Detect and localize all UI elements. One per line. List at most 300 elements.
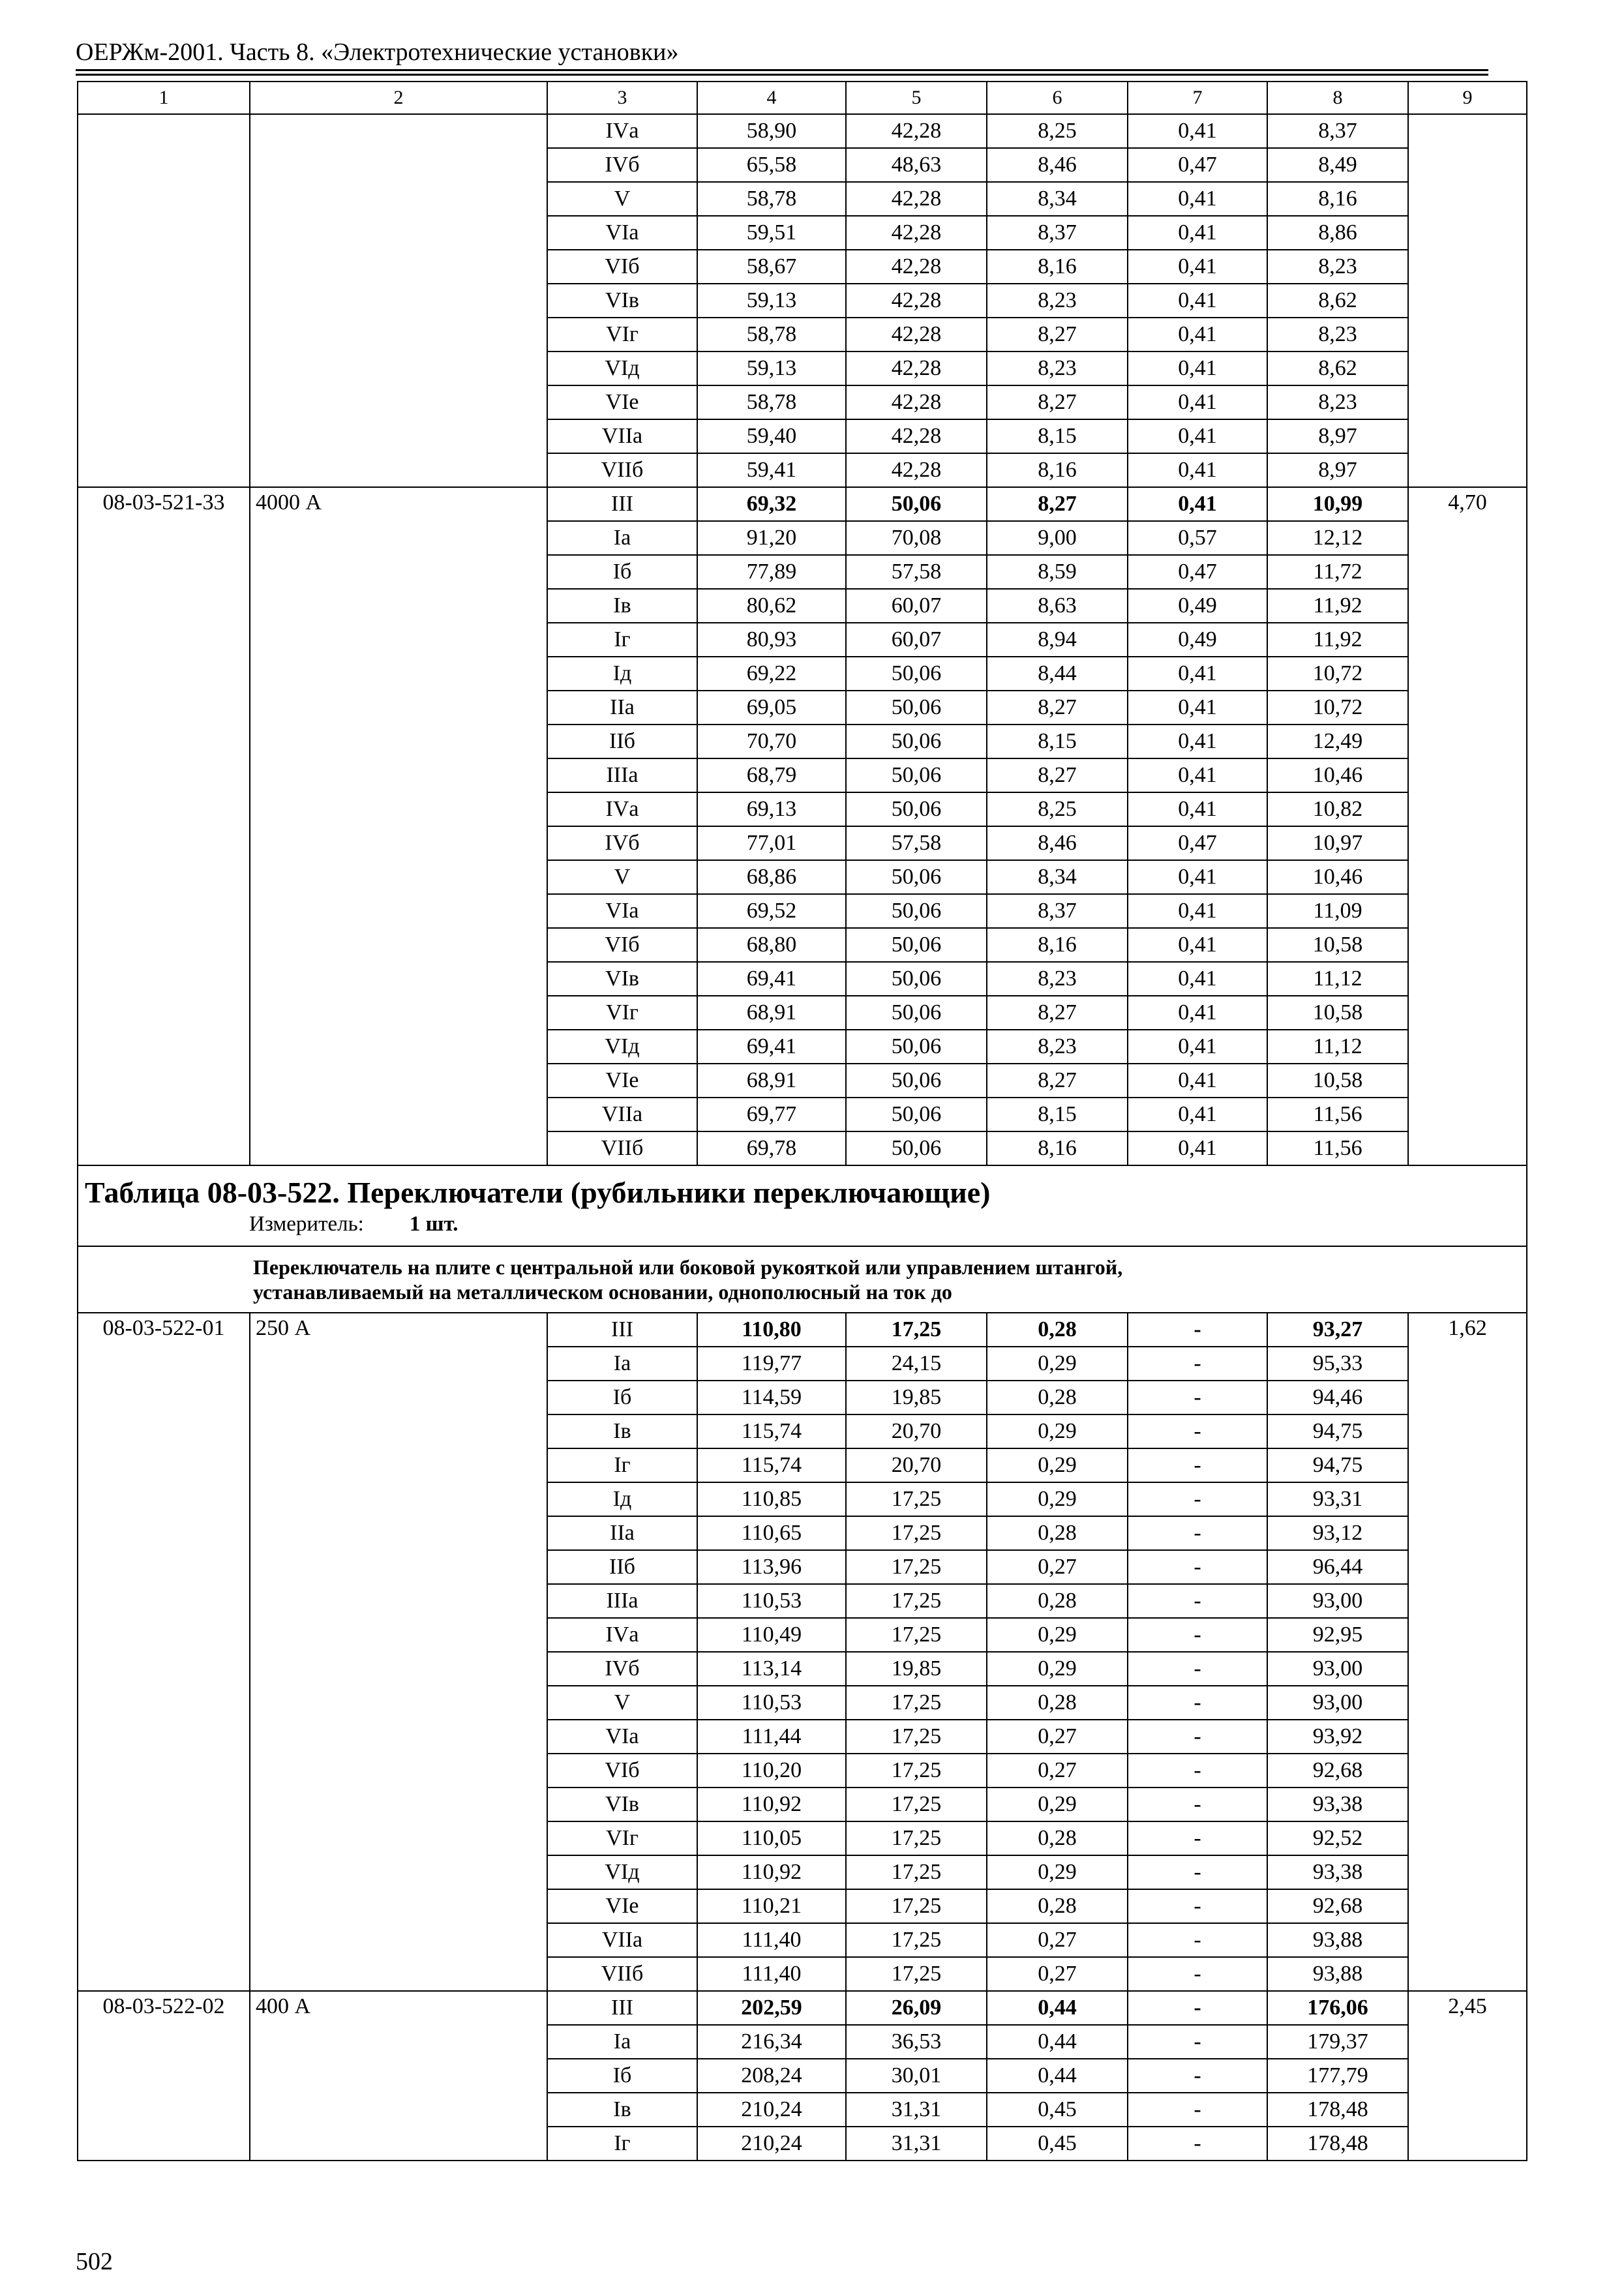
header-rule-bottom [76,74,1488,76]
rate-name: 4000 А [250,487,547,1165]
total-cost-cell: 77,89 [697,555,846,589]
labor-cost-cell: 20,70 [846,1448,987,1482]
materials-cell: 93,92 [1267,1720,1408,1754]
materials-cell: 8,16 [1267,182,1408,216]
machine-cost-cell: 0,29 [987,1482,1128,1516]
zone-cell: IIб [547,1550,697,1584]
total-cost-cell: 119,77 [697,1347,846,1381]
labor-cost-cell: 60,07 [846,623,987,657]
zone-cell: VIIб [547,453,697,487]
zone-cell: VIг [547,996,697,1030]
total-cost-cell: 80,93 [697,623,846,657]
total-cost-cell: 58,90 [697,114,846,148]
materials-cell: 10,99 [1267,487,1408,521]
zone-cell: VIд [547,1855,697,1889]
machine-cost-cell: 0,27 [987,1550,1128,1584]
labor-cost-cell: 48,63 [846,148,987,182]
description-line: Переключатель на плите с центральной или боковой рукояткой или управлением штангой, [253,1255,1123,1279]
materials-cell: 10,72 [1267,691,1408,725]
driver-wage-cell: 0,41 [1128,284,1267,318]
materials-cell: 93,00 [1267,1652,1408,1686]
total-cost-cell: 59,13 [697,352,846,385]
materials-cell: 10,58 [1267,996,1408,1030]
table-description-block-row [78,1246,1527,1313]
materials-cell: 8,97 [1267,453,1408,487]
zone-cell: IIа [547,691,697,725]
labor-cost-cell: 17,25 [846,1754,987,1788]
driver-wage-cell: - [1128,1652,1267,1686]
driver-wage-cell: 0,41 [1128,318,1267,352]
zone-cell: III [547,487,697,521]
machine-cost-cell: 0,44 [987,2059,1128,2093]
materials-cell: 8,37 [1267,114,1408,148]
driver-wage-cell: 0,41 [1128,250,1267,284]
labor-cost-cell: 19,85 [846,1652,987,1686]
materials-cell: 94,75 [1267,1414,1408,1448]
labor-cost-cell: 50,06 [846,1030,987,1064]
materials-cell: 177,79 [1267,2059,1408,2093]
total-cost-cell: 208,24 [697,2059,846,2093]
zone-cell: V [547,182,697,216]
zone-cell: V [547,860,697,894]
zone-cell: Iг [547,2127,697,2161]
total-cost-cell: 70,70 [697,725,846,758]
zone-cell: VIIб [547,1131,697,1165]
zone-cell: Iг [547,1448,697,1482]
machine-cost-cell: 0,45 [987,2093,1128,2127]
zone-cell: VIе [547,1064,697,1098]
driver-wage-cell: - [1128,1957,1267,1991]
labor-cost-cell: 57,58 [846,555,987,589]
rate-name [250,114,547,487]
labor-cost-cell: 42,28 [846,419,987,453]
machine-cost-cell: 8,16 [987,928,1128,962]
materials-cell: 93,38 [1267,1788,1408,1821]
machine-cost-cell: 8,94 [987,623,1128,657]
column-number: 8 [1267,82,1408,114]
driver-wage-cell: 0,41 [1128,1131,1267,1165]
total-cost-cell: 68,79 [697,758,846,792]
table-row [78,1991,1527,2025]
meter-line [85,1211,1520,1237]
machine-cost-cell: 8,37 [987,216,1128,250]
machine-cost-cell: 8,37 [987,894,1128,928]
driver-wage-cell: - [1128,1991,1267,2025]
total-cost-cell: 69,41 [697,962,846,996]
materials-cell: 8,62 [1267,284,1408,318]
zone-cell: Iв [547,589,697,623]
driver-wage-cell: 0,41 [1128,792,1267,826]
machine-cost-cell: 8,34 [987,860,1128,894]
machine-cost-cell: 0,44 [987,2025,1128,2059]
driver-wage-cell: - [1128,1618,1267,1652]
machine-cost-cell: 8,46 [987,148,1128,182]
labor-cost-cell: 31,31 [846,2127,987,2161]
column-number: 3 [547,82,697,114]
materials-cell: 93,88 [1267,1957,1408,1991]
rate-name: 250 А [250,1313,547,1991]
driver-wage-cell: - [1128,1414,1267,1448]
total-cost-cell: 110,53 [697,1584,846,1618]
labor-cost-cell: 42,28 [846,250,987,284]
driver-wage-cell: - [1128,1550,1267,1584]
materials-cell: 12,49 [1267,725,1408,758]
machine-cost-cell: 0,28 [987,1686,1128,1720]
materials-cell: 11,12 [1267,1030,1408,1064]
machine-cost-cell: 0,45 [987,2127,1128,2161]
labor-cost-cell: 17,25 [846,1889,987,1923]
materials-cell: 93,00 [1267,1584,1408,1618]
driver-wage-cell: 0,41 [1128,453,1267,487]
table-row [78,487,1527,521]
labor-cost-cell: 31,31 [846,2093,987,2127]
driver-wage-cell: 0,41 [1128,691,1267,725]
materials-cell: 179,37 [1267,2025,1408,2059]
zone-cell: IVа [547,1618,697,1652]
materials-cell: 93,31 [1267,1482,1408,1516]
machine-cost-cell: 0,27 [987,1957,1128,1991]
materials-cell: 92,68 [1267,1754,1408,1788]
machine-cost-cell: 0,29 [987,1618,1128,1652]
materials-cell: 11,56 [1267,1131,1408,1165]
total-cost-cell: 110,21 [697,1889,846,1923]
machine-cost-cell: 8,15 [987,1098,1128,1131]
total-cost-cell: 69,78 [697,1131,846,1165]
zone-cell: VIIб [547,1957,697,1991]
zone-cell: VIг [547,318,697,352]
driver-wage-cell: 0,41 [1128,216,1267,250]
materials-cell: 93,88 [1267,1923,1408,1957]
labor-coef-cell: 2,45 [1408,1991,1527,2161]
labor-cost-cell: 50,06 [846,792,987,826]
zone-cell: Iб [547,2059,697,2093]
machine-cost-cell: 8,27 [987,996,1128,1030]
total-cost-cell: 69,22 [697,657,846,691]
materials-cell: 11,92 [1267,623,1408,657]
total-cost-cell: 59,40 [697,419,846,453]
machine-cost-cell: 0,28 [987,1821,1128,1855]
zone-cell: Iб [547,1381,697,1414]
rate-code: 08-03-522-02 [78,1991,250,2161]
meter-value: 1 шт. [409,1212,459,1236]
total-cost-cell: 111,40 [697,1957,846,1991]
column-number: 9 [1408,82,1527,114]
description-line: устанавливаемый на металлическом основании, однополюсный на ток до [253,1280,952,1304]
machine-cost-cell: 0,29 [987,1855,1128,1889]
zone-cell: V [547,1686,697,1720]
total-cost-cell: 69,77 [697,1098,846,1131]
labor-cost-cell: 17,25 [846,1923,987,1957]
labor-cost-cell: 57,58 [846,826,987,860]
machine-cost-cell: 8,16 [987,453,1128,487]
driver-wage-cell: - [1128,1516,1267,1550]
zone-cell: VIв [547,962,697,996]
labor-cost-cell: 50,06 [846,860,987,894]
materials-cell: 93,27 [1267,1313,1408,1347]
zone-cell: IVа [547,792,697,826]
zone-cell: VIб [547,250,697,284]
labor-coef-cell: 1,62 [1408,1313,1527,1991]
labor-cost-cell: 17,25 [846,1686,987,1720]
driver-wage-cell: - [1128,1754,1267,1788]
total-cost-cell: 113,96 [697,1550,846,1584]
machine-cost-cell: 8,23 [987,962,1128,996]
labor-cost-cell: 50,06 [846,996,987,1030]
total-cost-cell: 58,78 [697,385,846,419]
labor-cost-cell: 50,06 [846,691,987,725]
driver-wage-cell: - [1128,1788,1267,1821]
labor-coef-cell: 4,70 [1408,487,1527,1165]
total-cost-cell: 69,52 [697,894,846,928]
zone-cell: IIIа [547,1584,697,1618]
materials-cell: 92,68 [1267,1889,1408,1923]
materials-cell: 94,46 [1267,1381,1408,1414]
zone-cell: Iд [547,657,697,691]
zone-cell: Iв [547,1414,697,1448]
driver-wage-cell: 0,57 [1128,521,1267,555]
labor-cost-cell: 50,06 [846,962,987,996]
driver-wage-cell: 0,49 [1128,589,1267,623]
materials-cell: 176,06 [1267,1991,1408,2025]
zone-cell: IVб [547,148,697,182]
driver-wage-cell: - [1128,1584,1267,1618]
driver-wage-cell: - [1128,1821,1267,1855]
driver-wage-cell: 0,47 [1128,148,1267,182]
driver-wage-cell: 0,41 [1128,1098,1267,1131]
zone-cell: VIе [547,1889,697,1923]
driver-wage-cell: - [1128,2059,1267,2093]
labor-cost-cell: 50,06 [846,758,987,792]
materials-cell: 92,52 [1267,1821,1408,1855]
total-cost-cell: 68,86 [697,860,846,894]
zone-cell: Iд [547,1482,697,1516]
driver-wage-cell: - [1128,2093,1267,2127]
zone-cell: VIг [547,1821,697,1855]
labor-cost-cell: 17,25 [846,1618,987,1652]
materials-cell: 10,46 [1267,758,1408,792]
column-number: 6 [987,82,1128,114]
driver-wage-cell: - [1128,1855,1267,1889]
zone-cell: Iа [547,521,697,555]
labor-cost-cell: 17,25 [846,1957,987,1991]
driver-wage-cell: - [1128,1381,1267,1414]
labor-cost-cell: 50,06 [846,657,987,691]
labor-cost-cell: 42,28 [846,284,987,318]
materials-cell: 11,12 [1267,962,1408,996]
labor-cost-cell: 30,01 [846,2059,987,2093]
machine-cost-cell: 8,15 [987,419,1128,453]
zone-cell: IIIа [547,758,697,792]
machine-cost-cell: 0,27 [987,1754,1128,1788]
zone-cell: VIв [547,1788,697,1821]
zone-cell: VIа [547,1720,697,1754]
labor-cost-cell: 42,28 [846,385,987,419]
materials-cell: 10,58 [1267,1064,1408,1098]
column-number: 7 [1128,82,1267,114]
driver-wage-cell: 0,41 [1128,725,1267,758]
materials-cell: 8,23 [1267,250,1408,284]
materials-cell: 8,23 [1267,318,1408,352]
labor-cost-cell: 42,28 [846,216,987,250]
labor-cost-cell: 50,06 [846,1064,987,1098]
materials-cell: 96,44 [1267,1550,1408,1584]
labor-cost-cell: 19,85 [846,1381,987,1414]
table-row [78,1313,1527,1347]
total-cost-cell: 68,91 [697,1064,846,1098]
materials-cell: 8,49 [1267,148,1408,182]
page-header: ОЕРЖм-2001. Часть 8. «Электротехнические установки» [76,38,679,66]
driver-wage-cell: 0,41 [1128,860,1267,894]
materials-cell: 11,72 [1267,555,1408,589]
driver-wage-cell: - [1128,1347,1267,1381]
zone-cell: Iв [547,2093,697,2127]
driver-wage-cell: - [1128,1482,1267,1516]
total-cost-cell: 65,58 [697,148,846,182]
machine-cost-cell: 8,46 [987,826,1128,860]
zone-cell: VIIа [547,1098,697,1131]
total-cost-cell: 110,20 [697,1754,846,1788]
total-cost-cell: 58,67 [697,250,846,284]
labor-cost-cell: 50,06 [846,894,987,928]
driver-wage-cell: - [1128,1313,1267,1347]
labor-cost-cell: 70,08 [846,521,987,555]
labor-cost-cell: 17,25 [846,1550,987,1584]
machine-cost-cell: 8,16 [987,250,1128,284]
total-cost-cell: 59,51 [697,216,846,250]
driver-wage-cell: - [1128,2127,1267,2161]
zone-cell: IVб [547,1652,697,1686]
machine-cost-cell: 0,28 [987,1584,1128,1618]
labor-cost-cell: 17,25 [846,1720,987,1754]
table-description-block [78,1246,1527,1313]
zone-cell: VIб [547,928,697,962]
materials-cell: 10,72 [1267,657,1408,691]
materials-cell: 11,09 [1267,894,1408,928]
machine-cost-cell: 0,29 [987,1652,1128,1686]
materials-cell: 10,82 [1267,792,1408,826]
zone-cell: VIIа [547,419,697,453]
labor-cost-cell: 20,70 [846,1414,987,1448]
machine-cost-cell: 8,25 [987,792,1128,826]
labor-cost-cell: 17,25 [846,1821,987,1855]
zone-cell: Iб [547,555,697,589]
materials-cell: 8,97 [1267,419,1408,453]
total-cost-cell: 110,92 [697,1855,846,1889]
driver-wage-cell: 0,41 [1128,996,1267,1030]
zone-cell: III [547,1313,697,1347]
machine-cost-cell: 0,29 [987,1788,1128,1821]
table-row [78,114,1527,148]
zone-cell: VIа [547,894,697,928]
labor-cost-cell: 17,25 [846,1584,987,1618]
zone-cell: IVа [547,114,697,148]
driver-wage-cell: - [1128,1686,1267,1720]
total-cost-cell: 110,92 [697,1788,846,1821]
total-cost-cell: 110,05 [697,1821,846,1855]
materials-cell: 8,62 [1267,352,1408,385]
total-cost-cell: 110,65 [697,1516,846,1550]
zone-cell: VIа [547,216,697,250]
machine-cost-cell: 8,15 [987,725,1128,758]
machine-cost-cell: 8,23 [987,352,1128,385]
zone-cell: Iг [547,623,697,657]
driver-wage-cell: - [1128,1448,1267,1482]
driver-wage-cell: - [1128,1923,1267,1957]
column-number-row [78,82,1527,114]
machine-cost-cell: 8,27 [987,1064,1128,1098]
materials-cell: 8,86 [1267,216,1408,250]
zone-cell: Iа [547,2025,697,2059]
rates-table [77,81,1527,2161]
total-cost-cell: 115,74 [697,1448,846,1482]
total-cost-cell: 113,14 [697,1652,846,1686]
driver-wage-cell: 0,41 [1128,758,1267,792]
labor-cost-cell: 50,06 [846,1131,987,1165]
labor-cost-cell: 26,09 [846,1991,987,2025]
zone-cell: VIд [547,1030,697,1064]
machine-cost-cell: 8,44 [987,657,1128,691]
materials-cell: 93,38 [1267,1855,1408,1889]
labor-cost-cell: 50,06 [846,1098,987,1131]
labor-cost-cell: 50,06 [846,487,987,521]
materials-cell: 8,23 [1267,385,1408,419]
table-title: Таблица 08-03-522. Переключатели (рубильники переключающие) [85,1176,991,1209]
column-number: 4 [697,82,846,114]
materials-cell: 93,00 [1267,1686,1408,1720]
machine-cost-cell: 0,28 [987,1313,1128,1347]
driver-wage-cell: 0,41 [1128,1064,1267,1098]
total-cost-cell: 80,62 [697,589,846,623]
machine-cost-cell: 8,16 [987,1131,1128,1165]
driver-wage-cell: 0,49 [1128,623,1267,657]
total-cost-cell: 110,80 [697,1313,846,1347]
machine-cost-cell: 8,27 [987,758,1128,792]
machine-cost-cell: 0,44 [987,1991,1128,2025]
meter-label: Измеритель: [249,1212,364,1236]
labor-cost-cell: 42,28 [846,352,987,385]
labor-cost-cell: 17,25 [846,1855,987,1889]
materials-cell: 93,12 [1267,1516,1408,1550]
machine-cost-cell: 8,23 [987,284,1128,318]
rate-name: 400 А [250,1991,547,2161]
driver-wage-cell: 0,41 [1128,385,1267,419]
driver-wage-cell: 0,41 [1128,114,1267,148]
machine-cost-cell: 8,27 [987,691,1128,725]
materials-cell: 11,56 [1267,1098,1408,1131]
machine-cost-cell: 0,28 [987,1516,1128,1550]
driver-wage-cell: 0,41 [1128,419,1267,453]
machine-cost-cell: 8,25 [987,114,1128,148]
materials-cell: 92,95 [1267,1618,1408,1652]
total-cost-cell: 216,34 [697,2025,846,2059]
total-cost-cell: 115,74 [697,1414,846,1448]
column-number: 2 [250,82,547,114]
rate-code: 08-03-521-33 [78,487,250,1165]
driver-wage-cell: 0,41 [1128,657,1267,691]
total-cost-cell: 58,78 [697,182,846,216]
labor-cost-cell: 36,53 [846,2025,987,2059]
machine-cost-cell: 9,00 [987,521,1128,555]
labor-cost-cell: 42,28 [846,182,987,216]
materials-cell: 12,12 [1267,521,1408,555]
total-cost-cell: 110,49 [697,1618,846,1652]
zone-cell: Iа [547,1347,697,1381]
machine-cost-cell: 8,27 [987,487,1128,521]
rate-code: 08-03-522-01 [78,1313,250,1991]
machine-cost-cell: 0,28 [987,1889,1128,1923]
labor-cost-cell: 60,07 [846,589,987,623]
total-cost-cell: 111,40 [697,1923,846,1957]
